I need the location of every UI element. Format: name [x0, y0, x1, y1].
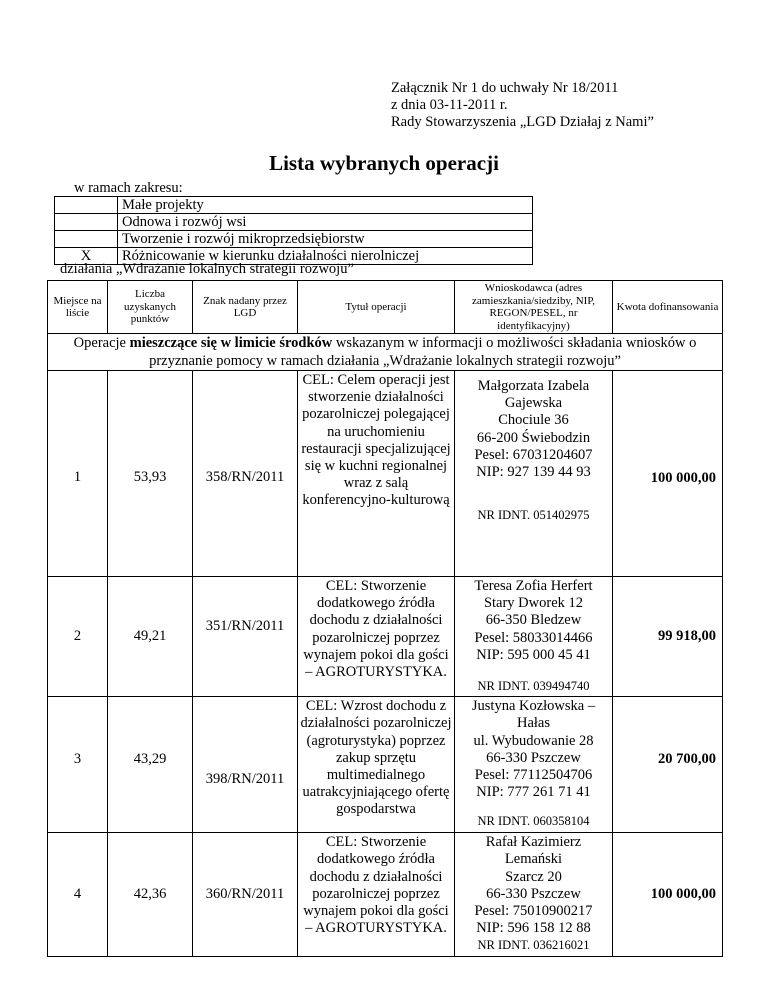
scope-item: Tworzenie i rozwój mikroprzedsiębiorstw — [118, 231, 533, 248]
row-points: 53,93 — [108, 371, 193, 577]
section-row — [48, 334, 723, 371]
row-amount: 100 000,00 — [613, 833, 723, 956]
scope-mark — [55, 231, 118, 248]
header-points: Liczba uzyskanych punktów — [108, 281, 193, 334]
applicant-pesel: Pesel: 58033014466 — [474, 629, 593, 646]
section-text: Operacje mieszczące się w limicie środków wskazanym w informacji o możliwości składania wniosków o przyznanie pomocy w ramach działania „Wdrażanie lokalnych strategii rozwoju” — [48, 334, 723, 371]
applicant-city: 66-350 Bledzew — [485, 612, 582, 629]
row-points: 43,29 — [108, 697, 193, 833]
row-points: 49,21 — [108, 577, 193, 697]
applicant-city: 66-330 Pszczew — [486, 749, 581, 766]
row-applicant — [455, 577, 613, 697]
applicant-name: Rafał Kazimierz Lemański — [485, 834, 582, 868]
applicant-idnt: NR IDNT. 051402975 — [477, 508, 590, 523]
scope-row — [55, 214, 533, 231]
table-row — [48, 577, 723, 697]
header-line: Rady Stowarzyszenia „LGD Działaj z Nami” — [391, 114, 654, 130]
row-amount: 99 918,00 — [613, 577, 723, 697]
table-header-row — [48, 281, 723, 334]
applicant-name: Justyna Kozłowska – Hałas — [471, 698, 596, 732]
applicant-nip: NIP: 595 000 45 41 — [476, 646, 591, 663]
row-place: 4 — [48, 833, 108, 956]
action-line: działania „Wdrażanie lokalnych strategii rozwoju” — [60, 261, 354, 277]
row-title: CEL: Celem operacji jest stworzenie działalności pozarolniczej polegającej na uruchomieniu restauracji specjalizującej się w kuchni regionalnej wraz z salą konferencyjno-kulturową — [298, 371, 455, 577]
applicant-city: 66-330 Pszczew — [486, 885, 581, 902]
applicant-name: Małgorzata Izabela Gajewska — [477, 378, 590, 412]
row-title: CEL: Stworzenie dodatkowego źródła dochodu z działalności pozarolniczej poprzez wynajem pokoi dla gości – AGROTURYSTYKA. — [298, 833, 455, 956]
applicant-pesel: Pesel: 75010900217 — [474, 903, 593, 920]
header-line: z dnia 03-11-2011 r. — [391, 97, 508, 113]
page-title: Lista wybranych operacji — [269, 151, 499, 175]
scope-item: Różnicowanie w kierunku działalności nierolniczej — [118, 248, 533, 265]
applicant-address: Stary Dworek 12 — [483, 595, 584, 612]
applicant-idnt: NR IDNT. 060358104 — [477, 814, 590, 829]
scope-row — [55, 231, 533, 248]
row-applicant — [455, 833, 613, 956]
row-sign: 358/RN/2011 — [193, 371, 298, 577]
applicant-address: Chociule 36 — [498, 412, 569, 429]
scope-table — [54, 196, 533, 265]
table-row — [48, 371, 723, 577]
row-sign: 398/RN/2011 — [193, 697, 298, 833]
header-sign: Znak nadany przez LGD — [193, 281, 298, 334]
scope-mark: X — [55, 248, 118, 265]
row-points: 42,36 — [108, 833, 193, 956]
scope-mark — [55, 197, 118, 214]
scope-mark — [55, 214, 118, 231]
header-title: Tytuł operacji — [298, 281, 455, 334]
row-sign: 360/RN/2011 — [193, 833, 298, 956]
applicant-address: Szarcz 20 — [505, 868, 562, 885]
header-place: Miejsce na liście — [48, 281, 108, 334]
row-amount: 100 000,00 — [613, 371, 723, 577]
applicant-pesel: Pesel: 77112504706 — [474, 767, 593, 784]
applicant-name: Teresa Zofia Herfert — [474, 578, 593, 594]
row-title: CEL: Stworzenie dodatkowego źródła dochodu z działalności pozarolniczej poprzez wynajem pokoi dla gości – AGROTURYSTYKA. — [298, 577, 455, 697]
scope-item: Małe projekty — [118, 197, 533, 214]
applicant-pesel: Pesel: 67031204607 — [474, 446, 593, 463]
row-amount: 20 700,00 — [613, 697, 723, 833]
header-amount: Kwota dofinansowania — [613, 281, 723, 334]
header-line: Załącznik Nr 1 do uchwały Nr 18/2011 — [391, 80, 619, 96]
row-place: 3 — [48, 697, 108, 833]
table-row — [48, 697, 723, 833]
document-header — [391, 80, 654, 131]
applicant-city: 66-200 Świebodzin — [476, 429, 591, 446]
scope-item: Odnowa i rozwój wsi — [118, 214, 533, 231]
scope-row — [55, 197, 533, 214]
applicant-idnt: NR IDNT. 036216021 — [477, 938, 590, 953]
row-place: 2 — [48, 577, 108, 697]
row-applicant — [455, 697, 613, 833]
applicant-nip: NIP: 927 139 44 93 — [476, 464, 591, 481]
applicant-address: ul. Wybudowanie 28 — [473, 732, 594, 749]
table-row — [48, 833, 723, 956]
operations-table — [47, 280, 723, 957]
applicant-idnt: NR IDNT. 039494740 — [477, 679, 590, 694]
row-sign: 351/RN/2011 — [193, 577, 298, 697]
row-title: CEL: Wzrost dochodu z działalności pozarolniczej (agroturystyka) poprzez zakup sprzętu multimedialnego uatrakcyjniającego ofertę gospodarstwa — [298, 697, 455, 833]
row-place: 1 — [48, 371, 108, 577]
applicant-nip: NIP: 777 261 71 41 — [476, 784, 591, 801]
row-applicant — [455, 371, 613, 577]
scope-label: w ramach zakresu: — [74, 180, 183, 196]
header-applicant: Wnioskodawca (adres zamieszkania/siedziby, NIP, REGON/PESEL, nr identyfikacyjny) — [455, 281, 613, 334]
applicant-nip: NIP: 596 158 12 88 — [476, 920, 591, 937]
